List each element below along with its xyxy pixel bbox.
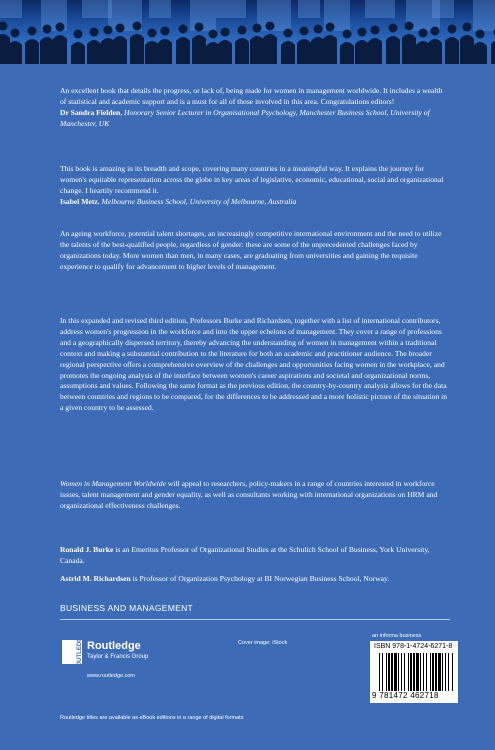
routledge-logo-icon: [62, 633, 83, 671]
review-2: [60, 164, 450, 208]
review-1-affiliation: Honorary Senior Lecturer in Organisational Psychology, Manchester Business School, University of Manchester, UK: [60, 107, 430, 128]
author-bio-2-text: [60, 574, 450, 585]
crowd-banner-image: [0, 0, 495, 64]
author-bio-1: [60, 545, 450, 567]
publisher-group: Taylor & Francis Group: [87, 654, 149, 660]
divider-line: [60, 619, 450, 620]
isbn-barcode: [370, 641, 458, 703]
description-p1-text: An ageing workforce, potential talent shortages, an increasingly competitive international environment and the need to utilize the talents of the best-qualified people, regardless of gender: these are some of the unprecedented challenges faced by organizations today. More women than men, in many cases, are graduating from universities and gaining the requisite experience to qualify for advancement to higher levels of management.: [60, 229, 442, 271]
review-2-text: This book is amazing in its breadth and scope, covering many countries in a meaningful way. It explains the journey for women's equitable representation across the globe in key areas of legislative, economic, educational, social and organizational change. I heartily recommend it.: [60, 164, 444, 195]
description-p2-text: In this expanded and revised third edition, Professors Burke and Richardsen, together with a list of international contributors, address women's progression in the workforce and into the upper echelons of management. They cover a range of professions and a geographically dispersed territory, thereby advancing the understanding of women in management within a traditional context and making a substantial contribution to the literature for both an academic and practitioner audience. The broader regional perspective offers a comprehensive overview of the challenges and opportunities facing women in the workplace, and promotes the ongoing analysis of the interface between women's career aspirations and societal and organizational norms, assumptions and values. Following the same format as the previous edition, the country-by-country analysis allows for the data between countries and regions to be compared, for the differences to be addressed and a more holistic picture of the situation in a given country to be assessed.: [60, 316, 448, 413]
publisher-name: Routledge: [87, 640, 141, 652]
description-p3-rest: will appeal to researchers, policy-makers in a range of countries interested in workforce issues, talent management and gender equality, as well as consultants working with international organizations on HRM and organizational effectiveness challenges.: [60, 479, 438, 510]
barcode-digits: 9 781472 462718: [372, 691, 439, 700]
review-2-attribution: Isabel Metz, Melbourne Business School, University of Melbourne, Australia: [60, 196, 297, 206]
description-paragraph-2: [60, 316, 450, 414]
publisher-url: www.routledge.com: [87, 673, 135, 679]
author-bio-1-text: [60, 545, 450, 567]
author-1-bio: is an Emeritus Professor of Organizational Studies at the Schulich School of Business, York University, Canada.: [60, 545, 430, 565]
barcode-bars-graphic: [379, 653, 453, 691]
author-2-bio: is Professor of Organization Psychology at BI Norwegian Business School, Norway.: [130, 574, 390, 583]
category-label: BUSINESS AND MANAGEMENT: [60, 603, 194, 613]
book-title-italic: Women in Management Worldwide: [60, 479, 166, 488]
isbn-label: ISBN 978-1-4724-6271-8: [374, 643, 453, 650]
review-1: [60, 86, 450, 130]
review-1-attribution: Dr Sandra Fielden, Honorary Senior Lecturer in Organisational Psychology, Manchester Business School, University of Manchester, UK: [60, 107, 430, 128]
review-2-affiliation: Melbourne Business School, University of Melbourne, Australia: [101, 196, 297, 206]
author-bio-2: [60, 574, 450, 585]
review-1-text: An excellent book that details the progress, or lack of, being made for women in management worldwide. It includes a wealth of statistical and academic support and is a must for all of those involved in this area. Congratulations editors!: [60, 86, 443, 106]
author-2-name: Astrid M. Richardsen: [60, 574, 131, 583]
logo-vertical-text: ROUTLEDGE: [76, 633, 83, 671]
description-p3-text: [60, 479, 450, 512]
informa-tagline: an informa business: [372, 633, 422, 639]
review-1-author: Dr Sandra Fielden: [60, 107, 121, 117]
description-paragraph-1: [60, 229, 450, 273]
review-2-author: Isabel Metz: [60, 196, 98, 206]
author-1-name: Ronald J. Burke: [60, 545, 114, 554]
ebook-note: Routledge titles are available as eBook editions in a range of digital formats: [60, 715, 244, 721]
crowd-silhouette-graphic: [0, 0, 495, 64]
cover-credit: Cover image: iStock: [238, 640, 288, 646]
description-paragraph-3: [60, 479, 450, 512]
